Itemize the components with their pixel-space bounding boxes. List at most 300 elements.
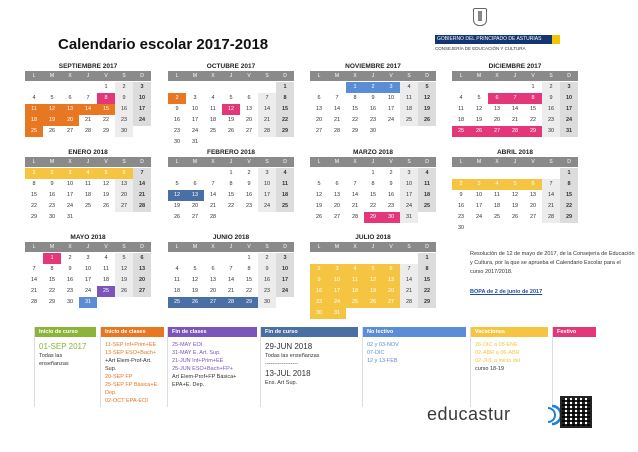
day-cell: 1 [276,82,294,93]
day-cell: 10 [475,192,483,198]
legend-line: 07-DIC [367,350,385,356]
day-cell: 18 [493,203,501,209]
day-cell: 16 [245,192,253,198]
day-cell: 5 [115,253,133,264]
empty-cell [25,82,43,93]
day-cell: 14 [511,106,519,112]
day-cell: 27 [191,214,199,220]
day-cell: 13 [133,264,151,275]
empty-cell [204,82,222,93]
day-cell: 23 [48,203,56,209]
day-cell: 21 [400,286,418,297]
day-cell: 4 [418,168,436,179]
weekday-header: X [495,73,499,79]
day-cell: 16 [115,104,133,115]
day-cell: 22 [48,288,56,294]
day-cell: 19 [102,192,110,198]
day-cell: 12 [475,106,483,112]
legend-header: Inicio de clases [101,327,164,337]
day-cell: 29 [30,214,38,220]
day-cell: 17 [475,203,483,209]
day-cell: 7 [229,266,233,272]
weekday-header: J [229,244,233,250]
day-cell: 9 [50,181,54,187]
day-cell: 20 [115,190,133,201]
day-cell: 30 [48,214,56,220]
weekday-header: J [371,73,375,79]
day-cell: 16 [48,192,56,198]
day-cell: 20 [191,203,199,209]
day-cell: 20 [315,117,323,123]
day-cell: 2 [452,179,470,190]
day-cell: 5 [364,264,382,275]
day-cell: 24 [475,214,483,220]
day-cell: 7 [258,93,276,104]
day-cell: 3 [193,95,197,101]
day-cell: 21 [227,288,235,294]
day-cell: 8 [418,264,436,275]
day-cell: 15 [529,106,537,112]
empty-cell [506,82,524,93]
month-title: ABRIL 2018 [496,149,533,156]
day-cell: 23 [258,286,276,297]
weekday-header: X [495,159,499,165]
day-cell: 3 [258,168,276,179]
day-cell: 25 [209,128,217,134]
legend-line: 25-MAY EOI [172,342,203,348]
empty-cell [506,168,524,179]
day-cell: 20 [529,203,537,209]
day-cell: 13 [333,192,341,198]
day-cell: 15 [418,275,436,286]
day-cell: 16 [310,286,328,297]
day-cell: 6 [211,266,215,272]
days-grid [310,253,436,319]
qr-code-icon[interactable] [560,396,592,428]
legend-body [35,337,96,372]
weekday-header: S [407,244,411,250]
weekday-header: M [49,244,55,250]
day-cell: 24 [328,297,346,308]
day-cell: 20 [493,117,501,123]
day-cell: 26 [511,214,519,220]
day-cell: 3 [560,82,578,93]
day-cell: 19 [315,203,323,209]
day-cell: 24 [258,201,276,212]
day-cell: 12 [115,264,133,275]
day-cell: 4 [488,179,506,190]
day-cell: 3 [470,179,488,190]
empty-cell [310,253,328,264]
page-title: Calendario escolar 2017-2018 [58,36,269,53]
day-cell: 14 [30,277,38,283]
day-cell: 11 [25,104,43,115]
weekday-header-row [452,71,578,81]
day-cell: 7 [353,181,357,187]
legend-line: 25-SEP FP Básica+E. Dep. [105,382,159,396]
weekday-header-row [310,71,436,81]
logo-text: educastur [427,404,511,424]
legend-column [100,327,164,407]
empty-cell [346,253,364,264]
day-cell: 19 [227,117,235,123]
day-cell: 25 [97,286,115,297]
month-4 [452,62,578,137]
weekday-header: L [175,159,179,165]
day-cell: 3 [61,168,79,179]
day-cell: 22 [245,288,253,294]
day-cell: 24 [191,128,199,134]
weekday-header: X [353,244,357,250]
month-title: MARZO 2018 [352,149,394,156]
day-cell: 15 [30,192,38,198]
day-cell: 27 [488,126,506,137]
weekday-header: J [229,159,233,165]
legend-line: Todas las enseñanzas [265,353,320,359]
day-cell: 25 [168,297,186,308]
day-cell: 12 [418,93,436,104]
day-cell: 26 [186,297,204,308]
day-cell: 14 [542,190,560,201]
weekday-header: J [86,159,90,165]
day-cell: 21 [511,117,519,123]
day-cell: 4 [175,266,179,272]
day-cell: 6 [335,181,339,187]
day-cell: 12 [191,277,199,283]
day-cell: 5 [477,95,481,101]
legend-line: 29-JUN 2018 [265,342,313,351]
bopa-link[interactable]: BOPA de 2 de junio de 2017 [470,289,543,295]
empty-cell [168,253,186,264]
weekday-header: V [389,73,393,79]
day-cell: 25 [400,115,418,126]
month-title: ENERO 2018 [68,149,108,156]
weekday-header: X [353,159,357,165]
month-title: NOVIEMBRE 2017 [345,63,401,70]
day-cell: 5 [97,168,115,179]
weekday-header: S [122,73,126,79]
day-cell: 22 [560,201,578,212]
empty-cell [204,168,222,179]
day-cell: 29 [240,297,258,308]
weekday-header: J [371,159,375,165]
day-cell: 17 [328,286,346,297]
day-cell: 4 [104,255,108,261]
day-cell: 9 [459,192,463,198]
day-cell: 8 [32,181,36,187]
day-cell: 27 [333,214,341,220]
day-cell: 16 [457,203,465,209]
day-cell: 10 [84,266,92,272]
day-cell: 18 [418,190,436,201]
day-cell: 6 [193,181,197,187]
day-cell: 8 [371,181,375,187]
weekday-header: V [531,73,535,79]
day-cell: 17 [276,275,294,286]
day-cell: 27 [315,128,323,134]
legend-line: 02-ABR a 06-ABR [475,350,520,356]
month-title: FEBRERO 2018 [206,149,256,156]
days-grid [168,253,294,308]
day-cell: 11 [418,179,436,190]
empty-cell [222,253,240,264]
day-cell: 1 [25,168,43,179]
legend-header: Festivo [553,327,596,337]
day-cell: 2 [247,170,251,176]
legend-line: 20-SEP FP [105,374,133,380]
legend-line: enseñanzas [39,361,69,367]
day-cell: 5 [175,181,179,187]
day-cell: 23 [66,288,74,294]
day-cell: 31 [560,126,578,137]
day-cell: 2 [43,168,61,179]
day-cell: 7 [133,168,151,179]
weekday-header-row [168,242,294,252]
day-cell: 16 [258,275,276,286]
legend-line: 13-SEP ESO+Bach+ [105,350,156,356]
weekday-header: V [247,73,251,79]
day-cell: 19 [418,104,436,115]
day-cell: 6 [382,264,400,275]
day-cell: 11 [346,275,364,286]
empty-cell [328,82,346,93]
day-cell: 31 [400,212,418,223]
day-cell: 17 [191,117,199,123]
day-cell: 29 [276,126,294,137]
day-cell: 14 [258,104,276,115]
day-cell: 10 [133,93,151,104]
day-cell: 20 [209,288,217,294]
empty-cell [452,168,470,179]
legend-line: 21-JUN Inf+Prim+EE [172,358,224,364]
day-cell: 2 [115,82,133,93]
day-cell: 13 [493,106,501,112]
day-cell: 10 [191,106,199,112]
empty-cell [186,82,204,93]
day-cell: 4 [32,95,36,101]
day-cell: 20 [382,286,400,297]
day-cell: 27 [382,297,400,308]
days-grid [310,168,436,223]
empty-cell [470,168,488,179]
legend-line: curso 18-19 [475,366,505,372]
day-cell: 9 [542,93,560,104]
weekday-header-row [310,242,436,252]
legend-body [168,337,257,393]
weekday-header: M [476,73,482,79]
legend-line: 02-JUL a inicio del [475,358,521,364]
day-cell: 22 [276,115,294,126]
day-cell: 26 [418,115,436,126]
day-cell: 29 [351,128,359,134]
day-cell: 23 [542,115,560,126]
empty-cell [186,168,204,179]
day-cell: 4 [346,264,364,275]
weekday-header: L [32,73,36,79]
day-cell: 7 [542,179,560,190]
legend-header: Fin de curso [261,327,358,337]
day-cell: 18 [102,277,110,283]
day-cell: 14 [400,275,418,286]
weekday-header: L [175,244,179,250]
day-cell: 12 [168,190,186,201]
legend-line: EPA+E. Dep. [172,382,205,388]
weekday-header: X [211,244,215,250]
empty-cell [400,253,418,264]
day-cell: 24 [84,288,92,294]
day-cell: 18 [25,115,43,126]
weekday-header: S [549,159,553,165]
day-cell: 29 [524,126,542,137]
day-cell: 7 [506,93,524,104]
day-cell: 15 [97,104,115,115]
day-cell: 13 [382,275,400,286]
empty-cell [346,168,364,179]
day-cell: 21 [542,201,560,212]
day-cell: 14 [209,192,217,198]
weekday-header-row [25,71,151,81]
month-title: JULIO 2018 [355,234,391,241]
day-cell: 26 [227,128,235,134]
weekday-header: S [407,159,411,165]
weekday-header: D [567,159,571,165]
day-cell: 15 [227,192,235,198]
month-7 [310,148,436,223]
legend-line: 31-MAY E. Art. Sup. [172,350,221,356]
day-cell: 27 [204,297,222,308]
empty-cell [240,82,258,93]
day-cell: 9 [115,93,133,104]
day-cell: 13 [186,190,204,201]
day-cell: 3 [276,253,294,264]
day-cell: 17 [400,190,418,201]
day-cell: 20 [245,117,253,123]
day-cell: 24 [560,115,578,126]
day-cell: 28 [258,126,276,137]
day-cell: 12 [511,192,519,198]
day-cell: 29 [418,297,436,308]
weekday-header-row [168,71,294,81]
weekday-header: V [247,159,251,165]
day-cell: 23 [369,117,377,123]
day-cell: 3 [328,264,346,275]
weekday-header: V [247,244,251,250]
weekday-header: S [265,244,269,250]
day-cell: 28 [506,126,524,137]
day-cell: 29 [48,299,56,305]
day-cell: 7 [86,95,90,101]
legend-line: Ens. Art Sup. [265,380,298,386]
day-cell: 8 [353,95,357,101]
day-cell: 26 [315,214,323,220]
weekday-header: S [407,73,411,79]
day-cell: 23 [245,203,253,209]
month-title: SEPTIEMBRE 2017 [58,63,118,70]
day-cell: 26 [48,128,56,134]
weekday-header: L [459,159,463,165]
weekday-header-row [168,157,294,167]
weekday-header: L [317,159,321,165]
weekday-header: J [513,159,517,165]
day-cell: 19 [191,288,199,294]
day-cell: 1 [247,255,251,261]
weekday-header-row [452,157,578,167]
day-cell: 13 [115,179,133,190]
day-cell: 9 [68,266,72,272]
day-cell: 25 [452,126,470,137]
day-cell: 22 [369,203,377,209]
day-cell: 28 [133,201,151,212]
day-cell: 31 [79,297,97,308]
day-cell: 23 [310,297,328,308]
legend-line: 12 y 13-FEB [367,358,398,364]
weekday-header: X [353,73,357,79]
day-cell: 30 [382,212,400,223]
weekday-header: D [140,73,144,79]
empty-cell [310,82,328,93]
empty-cell [488,82,506,93]
day-cell: 2 [310,264,328,275]
month-3 [310,62,436,137]
weekday-header: J [371,244,375,250]
day-cell: 18 [457,117,465,123]
empty-cell [222,82,240,93]
day-cell: 30 [310,308,328,319]
legend-column [260,327,358,407]
legend-line: Todas las [39,353,63,359]
day-cell: 12 [43,104,61,115]
days-grid [452,82,578,137]
day-cell: 6 [68,95,72,101]
empty-cell [382,253,400,264]
day-cell: 17 [66,192,74,198]
weekday-header: X [211,73,215,79]
day-cell: 22 [30,203,38,209]
day-cell: 10 [560,93,578,104]
day-cell: 17 [560,104,578,115]
day-cell: 26 [102,203,110,209]
day-cell: 27 [133,286,151,297]
day-cell: 19 [475,117,483,123]
day-cell: 10 [400,179,418,190]
month-2 [168,62,294,148]
month-title: MAYO 2018 [70,234,106,241]
weekday-header: V [531,159,535,165]
day-cell: 4 [276,168,294,179]
day-cell: 26 [173,214,181,220]
day-cell: 21 [133,190,151,201]
day-cell: 9 [371,95,375,101]
days-grid [25,253,151,308]
weekday-header: L [459,73,463,79]
empty-cell [204,253,222,264]
day-cell: 1 [104,84,108,90]
day-cell: 25 [276,201,294,212]
day-cell: 21 [351,203,359,209]
day-cell: 18 [209,117,217,123]
day-cell: 5 [193,266,197,272]
day-cell: 14 [227,277,235,283]
day-cell: 1 [531,84,535,90]
days-grid [452,168,578,234]
month-5 [25,148,151,223]
day-cell: 27 [529,214,537,220]
day-cell: 21 [30,288,38,294]
weekday-header: M [49,73,55,79]
day-cell: 29 [364,212,382,223]
weekday-header: J [86,73,90,79]
day-cell: 24 [387,117,395,123]
